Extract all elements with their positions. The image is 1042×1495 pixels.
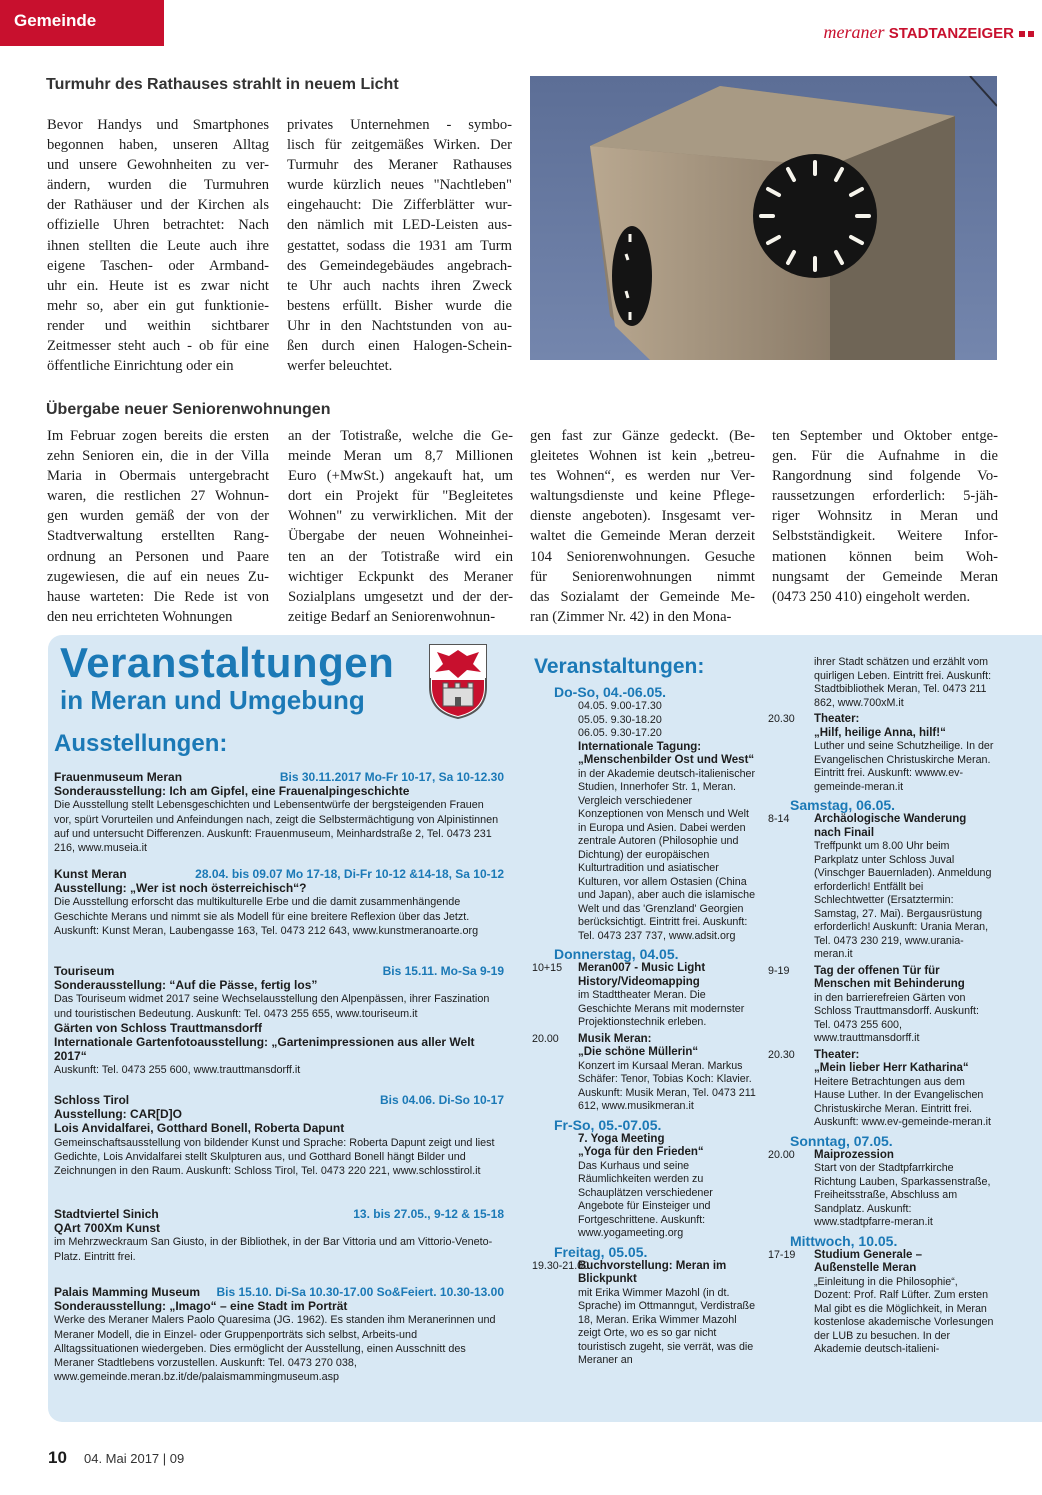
- text-line: dienste angeboten). Insgesamt ver-: [530, 508, 755, 525]
- entry-schedule-line: 05.05. 9.30-18.20: [578, 713, 662, 726]
- article1-column-2: [287, 115, 512, 376]
- calendar-entry: [532, 1033, 758, 1114]
- date-heading: Donnerstag, 04.05.: [554, 946, 679, 962]
- calendar-entry: [532, 962, 758, 1030]
- exhibition-dates: Bis 15.10. Di-Sa 10.30-17.00 So&Feiert. 10.30-13.00: [216, 1285, 504, 1299]
- entry-title: Buchvorstellung: Meran im Blickpunkt: [578, 1259, 727, 1285]
- article2-title: Übergabe neuer Seniorenwohnungen: [46, 401, 331, 418]
- text-line: waren, die restlichen 27 Wohnun-: [47, 488, 269, 505]
- text-line: der Rathäuser und der Kirchen als: [47, 197, 269, 214]
- entry-time: 20.30: [768, 713, 795, 725]
- text-line: ten an der Totistraße wird ein: [288, 548, 513, 565]
- text-line: mehr so, aber ein gut funktionie-: [47, 297, 269, 314]
- text-line: zehn Senioren ein, die in der Villa: [47, 448, 269, 465]
- exhibition-header: [54, 1093, 504, 1107]
- text-line: ßen durch einen Halogen-Schein-: [287, 338, 512, 355]
- text-line: waltet die Gemeinde Meran derzeit: [530, 528, 755, 545]
- date-heading: Freitag, 05.05.: [554, 1243, 648, 1260]
- article2-column-4: [772, 426, 998, 607]
- article2-column-1: [47, 426, 269, 627]
- text-line: an der Totistraße, welche die Ge-: [288, 428, 513, 444]
- calendar-entry: [768, 1249, 994, 1357]
- text-line: privates Unternehmen - symbo-: [287, 117, 512, 133]
- text-line: nungsamt der Gemeinde Meran: [772, 568, 998, 585]
- exhibition-name: Palais Mamming Museum: [54, 1285, 201, 1299]
- exhibition-subtitle: QArt 700Xm Kunst: [54, 1221, 161, 1236]
- entry-text: im Stadttheater Meran. Die Geschichte Merans mit modernster Projektionstechnik erleben.: [578, 989, 745, 1028]
- entry-title: „Hilf, heilige Anna, hilf!“: [814, 726, 946, 739]
- exhibition-name: Stadtviertel Sinich: [54, 1207, 159, 1221]
- entry-body: [578, 1260, 758, 1368]
- text-line: 104 Seniorenwohnungen. Gesuche: [530, 548, 755, 565]
- calendar-entry: [768, 813, 994, 962]
- events-subtitle: in Meran und Umgebung: [60, 685, 365, 715]
- text-line: gen. Für die Aufnahme in die: [772, 448, 998, 465]
- text-line: ordnung an Personen und Paare: [47, 548, 269, 565]
- entry-text: in der Akademie deutsch-italienischer Studien, Innerhofer Str. 1, Meran. Vergleich verschiedener Konzeptionen von Mensch und Welt in Europa und Asien. Dabei werden zentrale Autoren (Philosophie und Dichtung) der europäischen Kulturtradition und asiatischer Kulturen, vor allem Ostasien (China und Japan), aber auch die islamische Welt und das 'Grenzland' Georgien berücksichtigt. Eintritt frei. Auskunft: Tel. 0473 237 737, www.adsit.org: [578, 767, 756, 942]
- date-heading: Sonntag, 07.05.: [790, 1132, 893, 1149]
- entry-time: 9-19: [768, 964, 790, 977]
- text-line: Bevor Handys und Smartphones: [47, 117, 269, 133]
- entry-title: Musik Meran:: [578, 1032, 652, 1045]
- text-line: Stadtverwaltung erstellten Rang-: [47, 528, 269, 545]
- text-line: lisch für zeitgemäßes Wirken. Der: [287, 137, 512, 154]
- text-line: werfer beleuchtet.: [287, 358, 393, 375]
- exhibition-name: Kunst Meran: [54, 867, 127, 881]
- exhibition-header: [54, 964, 504, 978]
- text-line: gen fast zur Gänze gedeckt. (Be-: [530, 428, 755, 444]
- entry-schedule-line: 06.05. 9.30-17.20: [578, 727, 662, 739]
- calendar-entry: [532, 1133, 758, 1241]
- entry-body: [814, 656, 994, 710]
- calendar-entry: [768, 1149, 994, 1230]
- text-line: meinde Meran um 8,7 Millionen: [288, 448, 513, 465]
- text-line: uhr ein. Heute ist es zwar nicht: [47, 277, 269, 294]
- calendar-entry: [768, 1049, 994, 1130]
- entry-title: „Die schöne Müllerin“: [578, 1046, 699, 1058]
- text-line: offizielle Uhren betrachtet: Nach: [47, 217, 269, 234]
- text-line: Rangordnung sind folgende Vo-: [772, 468, 998, 485]
- entry-time: 10+15: [532, 962, 563, 974]
- exhibition-dates: 28.04. bis 09.07 Mo 17-18, Di-Fr 10-12 &14-18, Sa 10-12: [195, 867, 504, 881]
- text-line: ändern, wurden die Turmuhren: [47, 177, 269, 194]
- entry-schedule-line: 04.05. 9.00-17.30: [578, 700, 662, 712]
- text-line: wichtiger Eckpunkt des Meraner: [288, 568, 513, 585]
- entry-text: mit Erika Wimmer Mazohl (in dt. Sprache) im Ottmanngut, Verdistraße 18, Meran. Erika Wimmer Mazohl zeigt Orte, wo es so gar nicht touristisch zugeht, sie verrät, was die Meraner an: [578, 1286, 756, 1366]
- exhibition-subtitle: Lois Anvidalfarei, Gotthard Bonell, Roberta Dapunt: [54, 1121, 345, 1136]
- text-line: waltungsdienste und keine Pflege-: [530, 488, 755, 505]
- entry-text: in den barrierefreien Gärten von Schloss Trauttmansdorff. Auskunft: Tel. 0473 255 600, www.trauttmansdorff.it: [814, 991, 979, 1044]
- text-line: Turmuhr des Meraner Rathauses: [287, 157, 512, 174]
- text-line: dort ein Projekt für "Begleitetes: [288, 488, 513, 505]
- text-line: ihnen stellten die Leute auch ihre: [47, 237, 269, 254]
- text-line: den neu errichteten Wohnungen: [47, 608, 233, 625]
- text-line: eingehaucht: Die Zifferblätter wur-: [287, 197, 512, 214]
- calendar-entry: [768, 965, 994, 1046]
- exhibition-name: Touriseum: [54, 964, 115, 978]
- text-line: ten September und Oktober entge-: [772, 428, 998, 444]
- entry-text: Luther und seine Schutzheilige. In der Evangelischen Christuskirche Meran. Eintritt frei. Auskunft: wwww.ev-gemeinde-meran.it: [814, 740, 994, 793]
- exhibition-text: Werke des Meraner Malers Paolo Quaresima (JG. 1962). Es standen ihm Meranerinnen und Meraner Modell, die in Einzel- oder Gruppenporträts sich selbst, Arbeits-und Alltagssituationen wiedergeben. Dies ermöglicht der Ausstellung, einen Ausschnitt des Meraner Stadtlebens vorzustellen. Auskunft: Tel. 0473 270 038, www.gemeinde.meran.bz.it/de/palaismammingmuseum.asp: [54, 1314, 496, 1384]
- text-line: raussetzungen erforderlich: 5-jäh-: [772, 488, 998, 505]
- exhibition-name: Schloss Tirol: [54, 1093, 130, 1107]
- exhibition-name: Frauenmuseum Meran: [54, 770, 183, 784]
- exhibition-subtitle: Sonderausstellung: „Imago“ – eine Stadt im Porträt: [54, 1299, 348, 1314]
- exhibition-header: [54, 1207, 504, 1221]
- text-line: Wohnen" zu verwirklichen. Mit der: [288, 508, 513, 525]
- exhibition-dates: Bis 04.06. Di-So 10-17: [379, 1093, 504, 1107]
- text-line: hause warteten: Die Rede ist von: [47, 588, 269, 605]
- exhibition-text: Das Touriseum widmet 2017 seine Wechselausstellung den Alpenpässen, ihrer Faszination und touristischen Bedeutung. Auskunft: Tel. 0473 255 655, www.touriseum.it: [54, 993, 490, 1020]
- text-line: (0473 250 410) eingeholt werden.: [772, 588, 971, 605]
- entry-time: 19.30-21.00: [532, 1259, 590, 1272]
- date-heading: Fr-So, 05.-07.05.: [554, 1116, 662, 1133]
- exhibition-subtitle: Sonderausstellung: Ich am Gipfel, eine Frauenalpingeschichte: [54, 784, 410, 799]
- entry-time: 20.00: [768, 1148, 795, 1161]
- exhibition-subtitle: Internationale Gartenfotoausstellung: „Gartenimpressionen aus aller Welt 2017“: [54, 1035, 475, 1064]
- text-line: te Uhr auch nachts ihren Zweck: [287, 277, 512, 294]
- exhibition-text: Die Ausstellung stellt Lebensgeschichten und Lebensentwürfe der bergsteigenden Frauen vor, spürt Vorurteilen und Anfeindungen nach, zeigt die Selbstermächtigung von Alpinistinnen auf und untersucht Differenzen. Auskunft: Frauenmuseum, Meinhardstraße 2, Tel. 0473 231 216, www.museia.it: [54, 799, 499, 855]
- text-line: des Gemeindegebäudes angebrach-: [287, 257, 512, 274]
- entry-title: „Yoga für den Frieden“: [578, 1146, 704, 1158]
- entry-body: [578, 700, 758, 943]
- page-number: 10: [48, 1448, 67, 1467]
- entry-body: [578, 1033, 758, 1114]
- events-title: Veranstaltungen: [60, 639, 395, 686]
- calendar-title: Veranstaltungen:: [534, 655, 705, 678]
- text-line: gen wurden gemäß der von der: [47, 508, 269, 525]
- exhibition-text: Die Ausstellung erforscht das multikulturelle Erbe und die damit zusammenhängende Geschichte Merans und nimmt sie als Modell für eine breitere Reflexion über das Jetzt. Auskunft: Kunst Meran, Laubengasse 163, Tel. 0473 212 643, www.kunstmeranoarte.org: [54, 896, 479, 937]
- text-line: Im Februar zogen bereits die ersten: [47, 428, 269, 444]
- article1-column-1: [47, 115, 269, 376]
- entry-text: Heitere Betrachtungen aus dem Hause Luther. In der Evangelischen Christuskirche Meran. Eintritt frei. Auskunft: www.ev-gemeinde-meran.it: [814, 1075, 992, 1128]
- entry-title: Studium Generale –: [814, 1248, 923, 1261]
- text-line: gestattet, sodass die 1931 am Turm: [287, 237, 512, 254]
- text-line: öffentliche Einrichtung oder ein: [47, 358, 234, 375]
- text-line: den nämlich mit LED-Leisten aus-: [287, 217, 512, 234]
- text-line: begonnen haben, unseren Alltag: [47, 137, 269, 154]
- exhibition-header: [54, 770, 504, 784]
- exhibition-item: [54, 1285, 504, 1384]
- exhibition-dates: 13. bis 27.05., 9-12 & 15-18: [353, 1207, 504, 1221]
- calendar-entry: [532, 1260, 758, 1368]
- entry-time: 17-19: [768, 1248, 796, 1261]
- text-line: Euro (+MwSt.) angekauft hat, um: [288, 468, 513, 485]
- exhibition-item: [54, 867, 504, 938]
- calendar-entry: [768, 656, 994, 710]
- entry-text: Konzert im Kursaal Meran. Markus Schäfer: Tenor, Tobias Koch: Klavier. Auskunft: Musik Meran, Tel. 0473 211 612, www.musikmeran.it: [578, 1059, 756, 1112]
- entry-body: [814, 813, 994, 962]
- clock-tower-photo: [530, 76, 997, 360]
- entry-title: Internationale Tagung: „Menschenbilder Ost und West“: [578, 740, 755, 766]
- entry-text: Das Kurhaus und seine Räumlichkeiten werden zu Schauplätzen verschiedener Angebote für Einsteiger und Fortgeschrittene. Auskunft: www.yogameeting.org: [578, 1159, 713, 1239]
- exhibition-subtitle: Ausstellung: „Wer ist noch österreichisch“?: [54, 881, 307, 896]
- entry-time: 8-14: [768, 813, 790, 825]
- section-tag: Gemeinde: [0, 0, 164, 46]
- entry-body: [814, 965, 994, 1046]
- text-line: Selbstständigkeit. Weitere Infor-: [772, 528, 998, 545]
- date-heading: Do-So, 04.-06.05.: [554, 684, 667, 700]
- text-line: Sozialplans umgesetzt und der der-: [288, 588, 513, 605]
- date-heading: Mittwoch, 10.05.: [790, 1232, 898, 1249]
- text-line: Zeitmesser steht auch - ob für eine: [47, 338, 269, 355]
- entry-title: Archäologische Wanderung nach Finail: [814, 813, 967, 839]
- exhibition-item: [54, 1093, 504, 1178]
- entry-text: ihrer Stadt schätzen und erzählt vom quirligen Leben. Eintritt frei. Auskunft: Stadtbibliothek Meran, Tel. 0473 211 862, www.700xM.it: [814, 656, 992, 709]
- issue-date: 04. Mai 2017 | 09: [84, 1451, 185, 1466]
- text-line: wurde kürzlich neues "Nachtleben": [287, 177, 512, 194]
- text-line: eigene Taschen- oder Armband-: [47, 257, 269, 274]
- entry-time: 20.30: [768, 1048, 795, 1061]
- exhibition-name: Gärten von Schloss Trauttmansdorff: [54, 1020, 263, 1035]
- entry-body: [814, 1049, 994, 1130]
- text-line: für Seniorenwohnungen nimmt: [530, 568, 755, 585]
- entry-title: Außenstelle Meran: [814, 1262, 917, 1274]
- text-line: mationen können beim Woh-: [772, 548, 998, 565]
- text-line: und unsere Gewohnheiten zu ver-: [47, 157, 269, 174]
- entry-title: Theater:: [814, 713, 860, 725]
- exhibition-text: Auskunft: Tel. 0473 255 600, www.trauttmansdorff.it: [54, 1064, 301, 1077]
- exhibitions-title: Ausstellungen:: [54, 730, 228, 757]
- exhibition-text: im Mehrzweckraum San Giusto, in der Bibliothek, in der Bar Vittoria und am Vittorio-Veneto-Platz. Eintritt frei.: [54, 1236, 493, 1263]
- exhibition-header: [54, 867, 504, 881]
- text-line: Maria in Obermais untergebracht: [47, 468, 269, 485]
- brand-rest: STADTANZEIGER: [888, 25, 1014, 42]
- text-line: ran (Zimmer Nr. 42) in den Mona-: [530, 608, 732, 625]
- text-line: Übergabe der neuen Wohneinhei-: [288, 528, 513, 545]
- entry-title: Meran007 - Music Light History/Videomapping: [578, 962, 706, 988]
- article1-title: Turmuhr des Rathauses strahlt in neuem Licht: [46, 76, 399, 93]
- exhibition-item: [54, 770, 504, 855]
- entry-title: Tag der offenen Tür für Menschen mit Behinderung: [814, 964, 965, 990]
- entry-body: [578, 962, 758, 1030]
- text-line: das Sozialamt der Gemeinde Me-: [530, 588, 755, 605]
- entry-time: 20.00: [532, 1032, 559, 1045]
- calendar-entry: [768, 713, 994, 794]
- text-line: gleitetes Wohnen ist kein „betreu-: [530, 448, 755, 465]
- entry-body: [814, 713, 994, 794]
- entry-title: 7. Yoga Meeting: [578, 1132, 665, 1145]
- entry-body: [578, 1133, 758, 1241]
- exhibition-subtitle: Ausstellung: CAR[D]O: [54, 1107, 182, 1122]
- text-line: Uhr in den Nachtstunden von au-: [287, 317, 512, 334]
- date-heading: Samstag, 06.05.: [790, 797, 896, 813]
- entry-title: „Mein lieber Herr Katharina“: [814, 1062, 969, 1074]
- text-line: tes Wohnen“, es werden nur Ver-: [530, 468, 755, 485]
- entry-text: Start von der Stadtpfarrkirche Richtung Lauben, Sparkassenstraße, Freiheitsstraße, Abschluss am Sandplatz. Auskunft: www.stadtpfarre-meran.it: [814, 1162, 991, 1228]
- text-line: riger Wohnsitz in Meran und: [772, 508, 998, 525]
- exhibition-item: [54, 964, 504, 1078]
- article2-column-2: [288, 426, 513, 627]
- text-line: zugewiesen, die auf ein neues Zu-: [47, 568, 269, 585]
- calendar-entry: [532, 700, 758, 943]
- exhibition-item: [54, 1207, 504, 1264]
- merano-coat-of-arms-icon: [427, 642, 489, 720]
- entry-title: Maiprozession: [814, 1148, 894, 1161]
- exhibition-dates: Bis 15.11. Mo-Sa 9-19: [382, 964, 504, 978]
- text-line: bestens erfüllt. Bisher wurde die: [287, 297, 512, 314]
- entry-title: Theater:: [814, 1048, 860, 1061]
- text-line: render und weithin sichtbarer: [47, 317, 269, 334]
- text-line: zeitige Bedarf an Seniorenwohnun-: [288, 608, 496, 625]
- exhibition-dates: Bis 30.11.2017 Mo-Fr 10-17, Sa 10-12.30: [279, 770, 504, 784]
- publication-brand: [824, 22, 1034, 43]
- entry-body: [814, 1149, 994, 1230]
- brand-italic: meraner: [823, 22, 885, 42]
- article2-column-3: [530, 426, 755, 627]
- exhibition-text: Gemeinschaftsausstellung von bildender Kunst und Sprache: Roberta Dapunt zeigt und liest Gedichte, Lois Anvidalfarei stellt Skulpturen aus, und Gotthard Bonell hängt Bilder und Zeichnungen in den Raum. Auskunft: Schloss Tirol, Tel. 0473 220 221, www.schlosstirol.it: [54, 1136, 495, 1178]
- exhibition-subtitle: Sonderausstellung: “Auf die Pässe, fertig los”: [54, 978, 318, 993]
- entry-body: [814, 1249, 994, 1357]
- exhibition-header: [54, 1285, 504, 1299]
- entry-text: Treffpunkt um 8.00 Uhr beim Parkplatz unter Schloss Juval (Vinschger Bauernladen). Anmeldung erforderlich! Entfällt bei Schlechtwetter (Ersatztermin: Samstag, 27. Mai). Bergausrüstung erforderlich! Auskunft: Urania Meran, Tel. 0473 230 219, www.urania-meran.it: [814, 840, 992, 960]
- entry-text: „Einleitung in die Philosophie“, Dozent: Prof. Ralf Lüfter. Zum ersten Mal gibt es die Möglichkeit, in Meran kostenlose akademische Vorlesungen der LUB zu besuchen. In der Akademie deutsch-italieni-: [814, 1275, 994, 1355]
